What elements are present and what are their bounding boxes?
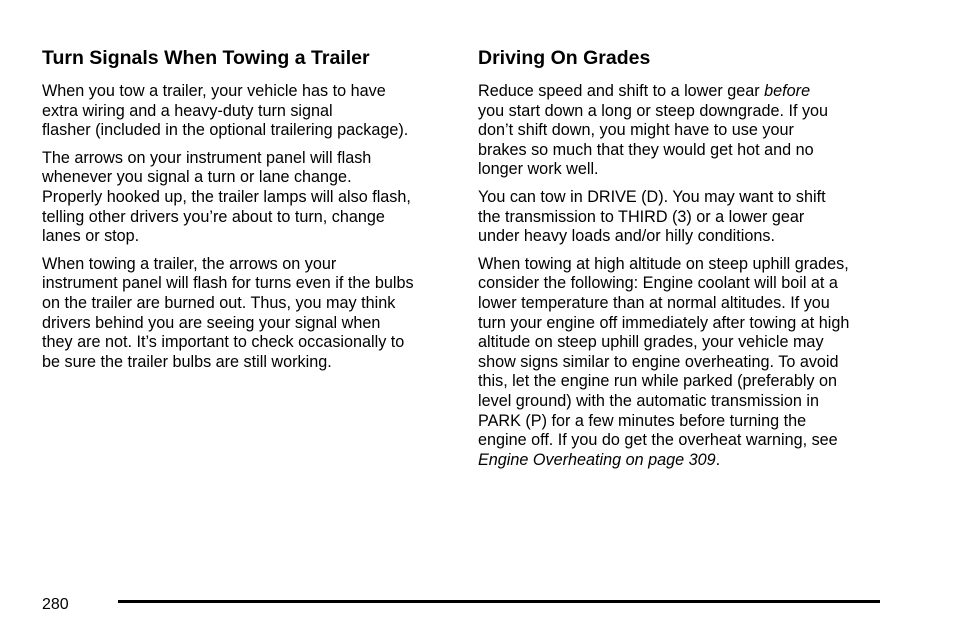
- emphasis-text: before: [764, 82, 811, 100]
- paragraph: When towing a trailer, the arrows on your instrument panel will flash for turns even if the bulbs on the trailer are burned out. Thus, you may think drivers behind you are seeing your signal when they are not. It’s important to check occasionally to be sure the trailer bulbs are still working.: [42, 254, 414, 371]
- paragraph: When you tow a trailer, your vehicle has to have extra wiring and a heavy-duty turn signal flasher (included in the optional trailering package).: [42, 82, 409, 140]
- right-column: [478, 46, 888, 478]
- paragraph: You can tow in DRIVE (D). You may want to shift the transmission to THIRD (3) or a lower gear under heavy loads and/or hilly conditions.: [478, 187, 826, 246]
- left-column: [42, 46, 450, 380]
- section-heading-driving-on-grades: Driving On Grades: [478, 47, 651, 69]
- paragraph: Reduce speed and shift to a lower gear before you start down a long or steep downgrade. If you don’t shift down, you might have to use your brakes so much that they would get hot and no longer work well.: [478, 82, 829, 179]
- cross-reference-link[interactable]: Engine Overheating on page 309: [478, 450, 716, 469]
- page-number: 280: [42, 596, 69, 613]
- footer-rule: [118, 600, 880, 603]
- section-heading-turn-signals: Turn Signals When Towing a Trailer: [42, 47, 370, 69]
- paragraph: The arrows on your instrument panel will flash whenever you signal a turn or lane change. Properly hooked up, the trailer lamps will also flash, telling other drivers you’re about to turn, change lanes or stop.: [42, 148, 411, 246]
- paragraph: When towing at high altitude on steep uphill grades, consider the following: Engine coolant will boil at a lower temperature than at normal altitudes. If you turn your engine off immediately after towing at high altitude on steep uphill grades, your vehicle may show signs similar to engine overheating. To avoid this, let the engine run while parked (preferably on level ground) with the automatic transmission in PARK (P) for a few minutes before turning the engine off. If you do get the overheat warning, see Engine Overheating on page 309.: [478, 254, 850, 469]
